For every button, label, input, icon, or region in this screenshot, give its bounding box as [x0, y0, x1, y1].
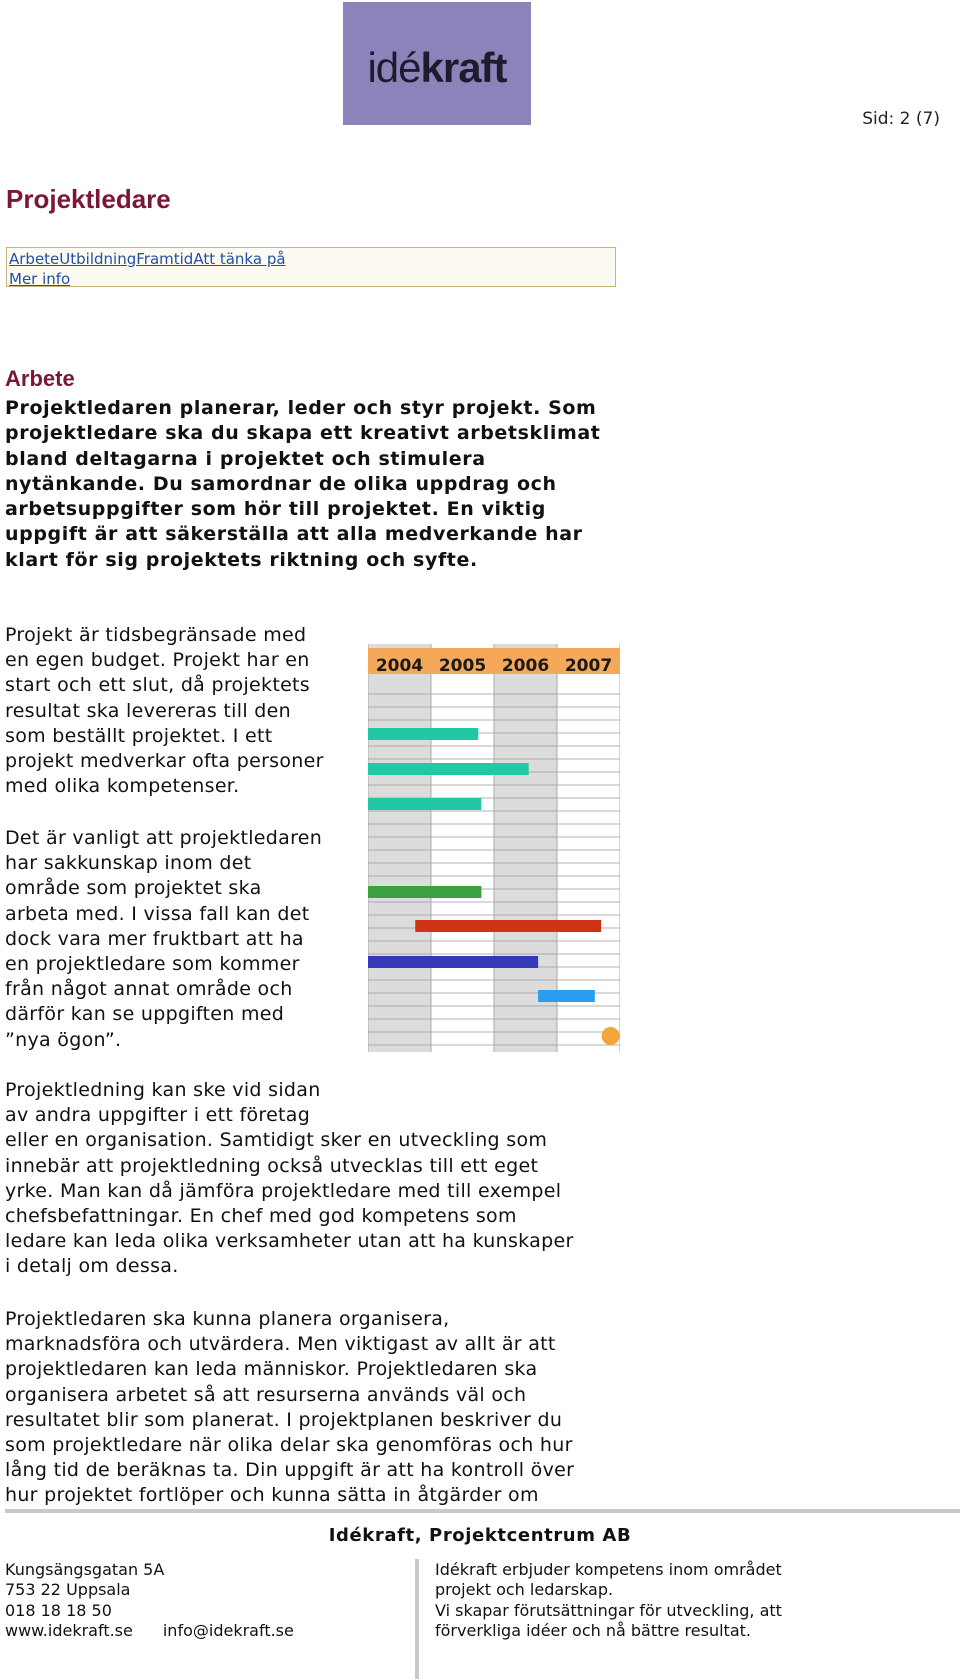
nav-link-mer-info[interactable]: Mer info	[9, 270, 71, 288]
text-line: en projektledare som kommer	[5, 953, 300, 976]
text-line: av andra uppgifter i ett företag	[5, 1104, 311, 1127]
gantt-milestone	[602, 1027, 620, 1045]
nav-link-att-tanka-pa[interactable]: Att tänka på	[193, 250, 286, 268]
tagline-line: Idékraft erbjuder kompetens inom området	[435, 1560, 782, 1579]
section-heading: Arbete	[5, 366, 75, 391]
text-line: chefsbefattningar. En chef med god kompetens som	[5, 1205, 517, 1228]
footer-website[interactable]: www.idekraft.se	[5, 1620, 133, 1640]
logo-wordmark	[367, 44, 506, 92]
text-line: Projektledaren planerar, leder och styr projekt. Som	[5, 397, 597, 419]
text-line: Projektledning kan ske vid sidan	[5, 1079, 321, 1101]
text-line: från något annat område och	[5, 978, 293, 1001]
text-line: eller en organisation. Samtidigt sker en utveckling som	[5, 1129, 548, 1152]
text-line: ledare kan leda olika verksamheter utan att ha kunskaper	[5, 1230, 574, 1253]
text-line: klart för sig projektets riktning och syfte.	[5, 548, 478, 571]
footer-vertical-divider	[415, 1559, 419, 1679]
text-line: arbeta med. I vissa fall kan det	[5, 902, 310, 925]
gantt-column	[368, 644, 431, 1052]
text-line: som beställt projektet. I ett	[5, 724, 273, 747]
footer-contact	[5, 1560, 294, 1641]
text-line: ”nya ögon”.	[5, 1028, 122, 1051]
page-title: Projektledare	[6, 184, 171, 214]
text-line: med olika kompetenser.	[5, 775, 240, 798]
text-line: Det är vanligt att projektledaren	[5, 827, 323, 849]
text-line: projektledare ska du skapa ett kreativt arbetsklimat	[5, 422, 601, 445]
text-line: Projekt är tidsbegränsade med	[5, 624, 307, 646]
text-line: en egen budget. Projekt har en	[5, 649, 310, 672]
gantt-task-bar	[415, 920, 601, 932]
text-line: projekt medverkar ofta personer	[5, 750, 324, 773]
footer-street: Kungsängsgatan 5A	[5, 1560, 165, 1579]
text-line: resultat ska levereras till den	[5, 699, 291, 722]
text-line: organisera arbetet så att resurserna används väl och	[5, 1383, 527, 1406]
gantt-year-label: 2006	[501, 656, 550, 676]
gantt-column	[431, 644, 494, 1052]
text-line: som projektledare när olika delar ska genomföras och hur	[5, 1434, 573, 1457]
text-line: uppgift är att säkerställa att alla medverkande har	[5, 523, 583, 546]
page-number: Sid: 2 (7)	[862, 109, 940, 129]
gantt-task-bar	[368, 798, 481, 810]
nav-link-utbildning[interactable]: Utbildning	[59, 250, 137, 268]
paragraph-expertise	[5, 826, 322, 1053]
company-logo	[343, 2, 531, 125]
paragraph-responsibilities	[5, 1307, 574, 1509]
text-line: har sakkunskap inom det	[5, 852, 252, 875]
text-line: dock vara mer fruktbart att ha	[5, 927, 304, 950]
gantt-task-bar	[368, 728, 478, 740]
tagline-line: projekt och ledarskap.	[435, 1580, 614, 1600]
text-line: område som projektet ska	[5, 877, 262, 900]
footer-phone: 018 18 18 50	[5, 1600, 112, 1620]
paragraph-project-definition	[5, 623, 324, 799]
paragraph-project-management	[5, 1078, 574, 1280]
logo-part-ide: idé	[367, 43, 421, 91]
text-line: nytänkande. Du samordnar de olika uppdrag och	[5, 472, 557, 495]
footer-postal: 753 22 Uppsala	[5, 1580, 131, 1600]
text-line: Projektledaren ska kunna planera organisera,	[5, 1308, 450, 1330]
gantt-task-bar	[368, 886, 481, 898]
text-line: start och ett slut, då projektets	[5, 674, 311, 697]
gantt-year-label: 2007	[564, 656, 613, 676]
text-line: projektledaren kan leda människor. Projektledaren ska	[5, 1358, 538, 1381]
footer-tagline	[435, 1560, 782, 1641]
text-line: därför kan se uppgiften med	[5, 1003, 285, 1026]
gantt-task-bar	[538, 990, 595, 1002]
footer-company-name: Idékraft, Projektcentrum AB	[328, 1525, 632, 1546]
section-nav	[6, 247, 616, 287]
text-line: bland deltagarna i projektet och stimulera	[5, 447, 486, 470]
footer-divider	[5, 1509, 960, 1513]
tagline-line: förverkliga idéer och nå bättre resultat.	[435, 1620, 751, 1640]
text-line: marknadsföra och utvärdera. Men viktigast av allt är att	[5, 1333, 556, 1356]
nav-link-framtid[interactable]: Framtid	[136, 250, 194, 268]
text-line: lång tid de beräknas ta. Din uppgift är att ha kontroll över	[5, 1459, 575, 1482]
gantt-task-bar	[368, 956, 538, 968]
gantt-year-label: 2004	[375, 656, 424, 676]
gantt-chart-image	[368, 644, 620, 1052]
tagline-line: Vi skapar förutsättningar för utveckling, att	[435, 1600, 782, 1620]
text-line: innebär att projektledning också utvecklas till ett eget	[5, 1154, 539, 1177]
gantt-year-label: 2005	[438, 656, 487, 676]
nav-link-arbete[interactable]: Arbete	[9, 250, 60, 268]
text-line: arbetsuppgifter som hör till projektet. En viktig	[5, 498, 546, 521]
text-line: i detalj om dessa.	[5, 1255, 179, 1278]
footer-email[interactable]: info@idekraft.se	[162, 1620, 294, 1640]
gantt-task-bar	[368, 763, 529, 775]
text-line: yrke. Man kan då jämföra projektledare med till exempel	[5, 1179, 562, 1202]
intro-paragraph	[5, 396, 645, 573]
logo-part-kraft: kraft	[420, 43, 507, 91]
text-line: resultatet blir som planerat. I projektplanen beskriver du	[5, 1408, 563, 1431]
text-line: hur projektet fortlöper och kunna sätta in åtgärder om	[5, 1484, 539, 1507]
